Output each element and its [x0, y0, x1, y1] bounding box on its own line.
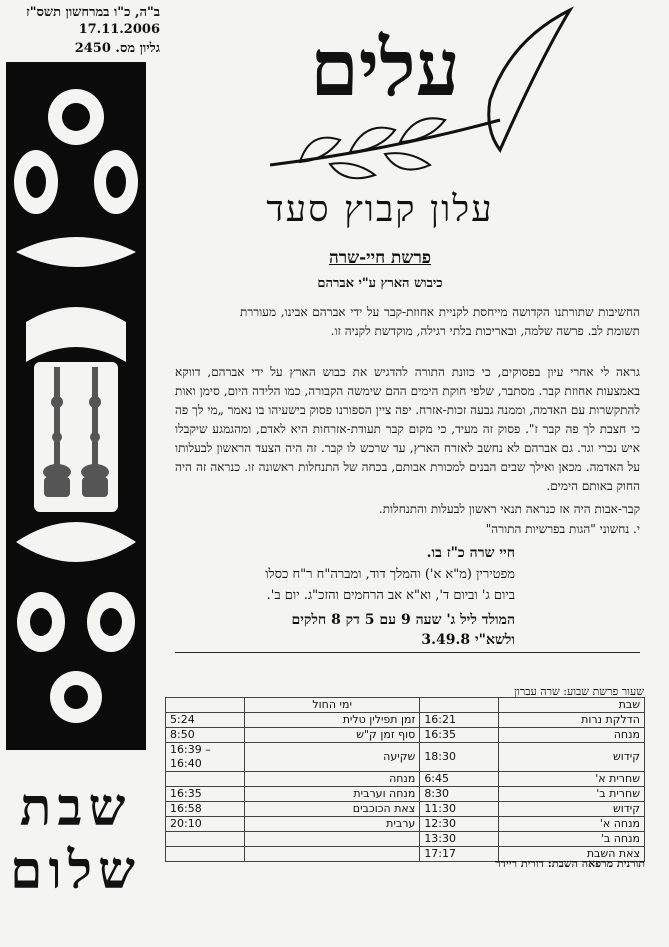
weekday-label: מנחה	[245, 772, 420, 787]
footer-credit: תורנית מרפאה השבת: דורית ריידר	[495, 857, 645, 870]
prayer-times-table	[165, 697, 645, 862]
article-source: י. נחשוני "הגות בפרשיות התורה"	[485, 522, 640, 536]
header-cell	[420, 698, 499, 713]
shabbat-time: 17:17	[420, 847, 499, 862]
divider	[175, 652, 640, 653]
weekday-time: 20:10	[166, 817, 245, 832]
weekday-time: 16:35	[166, 787, 245, 802]
haftara-title: חיי שרה כ"ז בו.	[426, 545, 515, 561]
article-paragraph: החשיבות שתורתנו הקדושה מייחסת לקניית אחוזת-קבר על ידי אברהם אבינו, מעוררת תשומת לב. פרשה שלמה, ובאריכות בלתי רגילה, מוקדשת לקניה זו.	[240, 305, 640, 338]
article-paragraph: קבר-אבות היה אז כנראה תנאי ראשון לבעלות והתנחלות.	[378, 502, 640, 516]
issue-number: גליון מס. 2450	[74, 41, 160, 56]
weekday-time	[166, 772, 245, 787]
table-header-row	[166, 698, 645, 713]
weekday-label: ערבית	[245, 817, 420, 832]
shabbat-time: 12:30	[420, 817, 499, 832]
weekday-time	[166, 832, 245, 847]
molad-announcement: המולד ליל ג' שעה 9 עם 5 דק 8 חלקים ולשא"י 3.49.8	[291, 612, 515, 648]
header-cell	[166, 698, 245, 713]
weekday-label: שקיעה	[245, 743, 420, 772]
masthead-title: עלים	[310, 23, 460, 114]
weekday-time: 8:50	[166, 728, 245, 743]
article-paragraph: גראה לי אחרי עיון בפסוקים, כי כוונת התורה להדגיש את כבוש הארץ על ידי אברהם, דווקא באמצעות אחוזת קבר. מסתבר, שלפי חוקת הימים ההם שימשה הקבורה, כמו הלידה היום, סימן ואות להתקשרות עם האדמה, וממנה גבעה זכות-אזרח. יפה ציין הספורנו פסוק בישעיהו בו נאמר „מי לך פה כי חצבת לך פה קבר ז". פסוק זה מעיד, כי מקום קבר תעודת-אזרחות היא לאדם, ומהגמגע שיקבלו איש נכרי וגר. גם אברהם לא נחשב לאזרח הארץ, עד שרכש לו קבר. זה היה הצעד הראשון לבעלותו על האדמה. מכאן ואילך שבים הבנים למכורת אבותם, בכחה של התנחלות ראשונה זו. כנראה זה היה החוק באותם הימים.	[175, 365, 641, 493]
gregorian-date: 17.11.2006	[78, 22, 160, 37]
weekday-label: צאת הכוכבים	[245, 802, 420, 817]
shabbat-time: 11:30	[420, 802, 499, 817]
shabbat-label: שחרית א'	[499, 772, 645, 787]
weekday-label: זמן תפילין טלית	[245, 713, 420, 728]
weekday-time: 16:58	[166, 802, 245, 817]
table-row	[166, 728, 645, 743]
table-row	[166, 772, 645, 787]
shabbat-word: שבת	[19, 777, 132, 838]
shabbat-time: 16:35	[420, 728, 499, 743]
shabbat-time: 18:30	[420, 743, 499, 772]
shabbat-label: קידוש	[499, 802, 645, 817]
shabbat-label: מנחה	[499, 728, 645, 743]
weekday-label	[245, 832, 420, 847]
shabbat-time: 16:21	[420, 713, 499, 728]
shalom-word: שלום	[10, 840, 141, 901]
table-row	[166, 787, 645, 802]
shabbat-time: 6:45	[420, 772, 499, 787]
article-heading: כיבוש הארץ ע"י אברהם	[317, 276, 443, 291]
header-shabbat: שבת	[499, 698, 645, 713]
shabbat-label: קידוש	[499, 743, 645, 772]
table-row	[166, 743, 645, 772]
shabbat-time: 8:30	[420, 787, 499, 802]
ornamental-border	[6, 62, 146, 750]
table-caption: שעור פרשת שבוע: שרה עברון	[514, 685, 644, 698]
haftara-line: מפטירין (מ"א א') והמלך דוד, ומברה"ח ר"ח כסלו	[265, 567, 515, 582]
weekday-label: מנחה וערבית	[245, 787, 420, 802]
header-weekday: ימי החול	[245, 698, 420, 713]
table-row	[166, 817, 645, 832]
parasha-title: פרשת חיי-שרה	[328, 248, 432, 268]
shabbat-label: מנחה ב'	[499, 832, 645, 847]
table-row	[166, 832, 645, 847]
shabbat-time: 13:30	[420, 832, 499, 847]
shabbat-label: שחרית ב'	[499, 787, 645, 802]
weekday-time: 5:24	[166, 713, 245, 728]
masthead-subtitle: עלון קבוץ סעד	[266, 189, 494, 230]
shabbat-label: צאת השבת	[499, 847, 645, 862]
table-row	[166, 802, 645, 817]
weekday-label: סוף זמן ק"ש	[245, 728, 420, 743]
shabbat-label: מנחה א'	[499, 817, 645, 832]
hebrew-date: ב"ה, כ"ו במרחשון תשס"ז	[26, 5, 160, 20]
shabbat-label: הדלקת נרות	[499, 713, 645, 728]
haftara-line: ביום ג' וביום ד', וא"א אב הרחמים והזכ"ג. יום ב'.	[266, 588, 515, 603]
table-row	[166, 713, 645, 728]
weekday-time: 16:39 – 16:40	[166, 743, 245, 772]
